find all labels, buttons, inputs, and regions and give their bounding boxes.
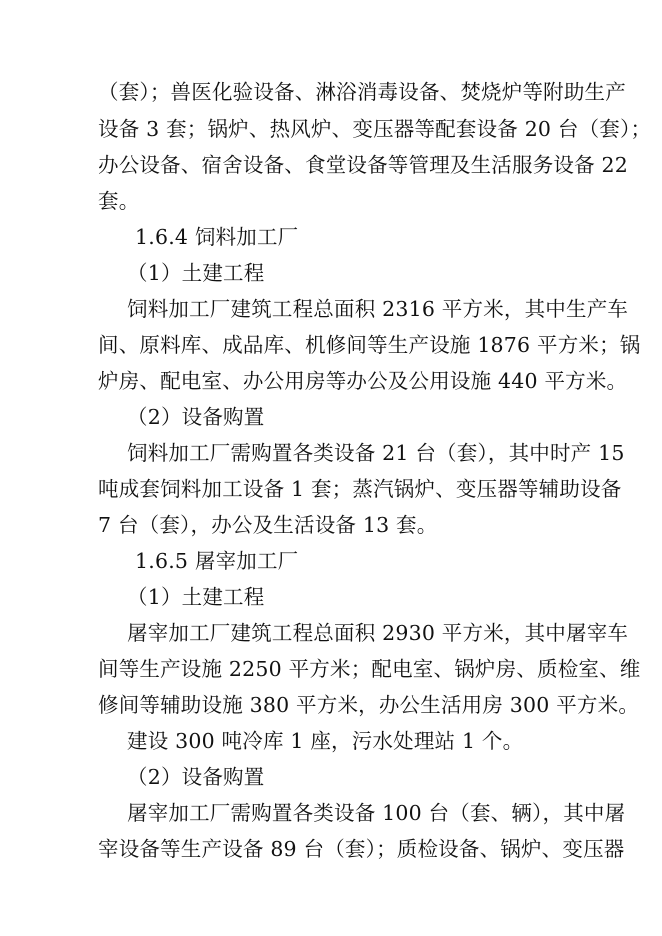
paragraph-line: 套。	[98, 189, 140, 213]
paragraph-line: 7 台（套），办公及生活设备 13 套。	[98, 513, 438, 537]
section-heading: 1.6.5 屠宰加工厂	[135, 549, 299, 573]
paragraph-line: 建设 300 吨冷库 1 座，污水处理站 1 个。	[127, 729, 524, 753]
paragraph-line: 间等生产设施 2250 平方米；配电室、锅炉房、质检室、维	[98, 657, 641, 681]
paragraph-line: 屠宰加工厂建筑工程总面积 2930 平方米，其中屠宰车	[127, 621, 629, 645]
paragraph-line: 饲料加工厂需购置各类设备 21 台（套），其中时产 15	[127, 441, 625, 465]
paragraph-line: 屠宰加工厂需购置各类设备 100 台（套、辆），其中屠	[127, 801, 626, 825]
paragraph-line: 办公设备、宿舍设备、食堂设备等管理及生活服务设备 22	[98, 153, 629, 177]
subsection-heading: （2）设备购置	[127, 765, 265, 789]
paragraph-line: （套）；兽医化验设备、淋浴消毒设备、焚烧炉等附助生产	[98, 80, 626, 104]
paragraph-line: 炉房、配电室、办公用房等办公及公用设施 440 平方米。	[98, 369, 628, 393]
subsection-heading: （1）土建工程	[127, 585, 265, 609]
paragraph-line: 修间等辅助设施 380 平方米，办公生活用房 300 平方米。	[98, 693, 640, 717]
paragraph-line: 间、原料库、成品库、机修间等生产设施 1876 平方米；锅	[98, 333, 641, 357]
paragraph-line: 吨成套饲料加工设备 1 套；蒸汽锅炉、变压器等辅助设备	[98, 477, 622, 501]
paragraph-line: 宰设备等生产设备 89 台（套）；质检设备、锅炉、变压器	[98, 837, 625, 861]
section-heading: 1.6.4 饲料加工厂	[135, 225, 299, 249]
subsection-heading: （2）设备购置	[127, 405, 265, 429]
subsection-heading: （1）土建工程	[127, 261, 265, 285]
paragraph-line: 设备 3 套；锅炉、热风炉、变压器等配套设备 20 台（套）；	[98, 117, 652, 141]
paragraph-line: 饲料加工厂建筑工程总面积 2316 平方米，其中生产车	[127, 297, 629, 321]
